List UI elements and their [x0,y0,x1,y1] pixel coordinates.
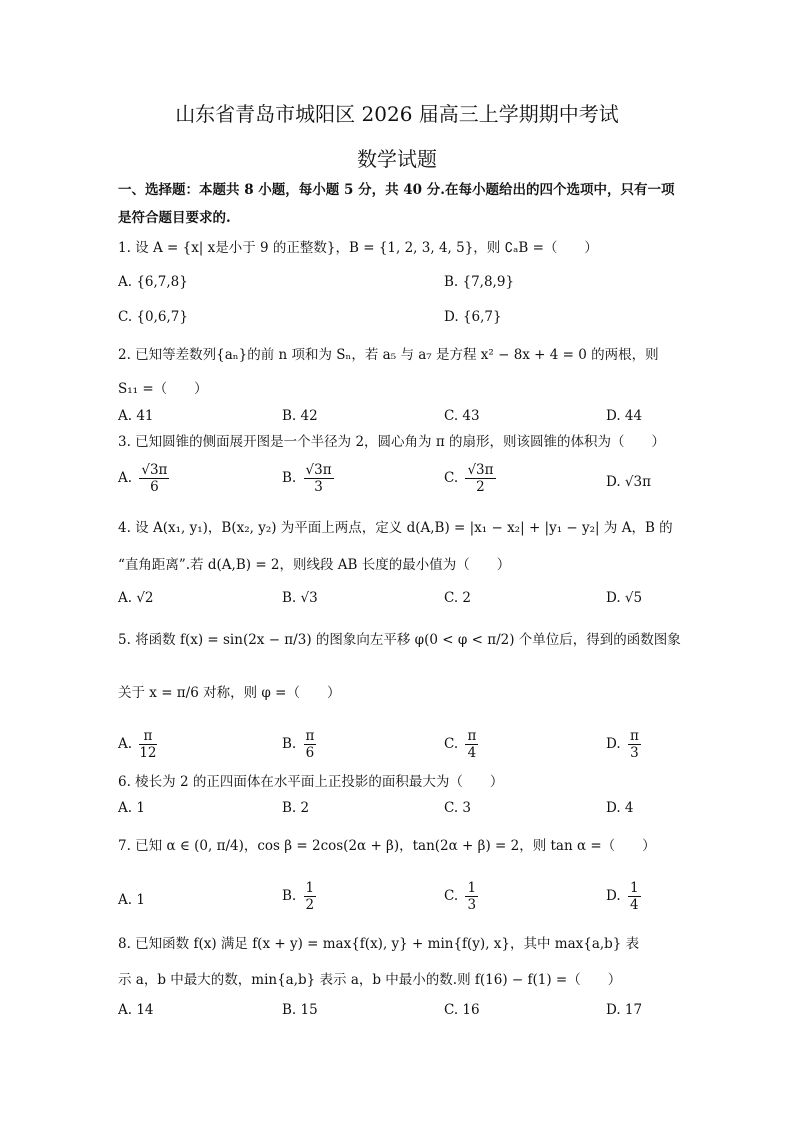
q6-option-b: B. 2 [282,800,310,816]
q5-option-c: C. $\frac{\pi}{4}$ [444,728,477,761]
q4-option-b: B. √3 [282,590,318,606]
exam-subtitle: 数学试题 [357,147,437,171]
q3-option-a: A. $\frac{√3\pi}{6}$ [118,462,168,495]
question-3: 3. 已知圆锥的侧面展开图是一个半径为 2，圆心角为 π 的扇形，则该圆锥的体积为（ ） [118,434,666,450]
q1-option-a: A. {6,7,8} [118,274,188,290]
q5-option-a: A. $\frac{\pi}{12}$ [118,728,157,761]
q8-option-c: C. 16 [444,1002,480,1018]
q7-option-a: A. 1 [118,892,145,908]
q3-option-c: C. $\frac{√3\pi}{2}$ [444,462,494,495]
q4-option-d: D. √5 [606,590,643,606]
question-1: 1. 设 A = {x| x是小于 9 的正整数}，B = {1, 2, 3, 4, 5}，则 ∁ₐB =（ ） [118,240,598,256]
q2-option-c: C. 43 [444,408,480,424]
q2-option-a: A. 41 [118,408,154,424]
q7-option-c: C. $\frac{1}{3}$ [444,880,477,913]
q1-option-d: D. {6,7} [444,309,502,325]
q4-option-c: C. 2 [444,590,472,606]
question-8-cont: 示 a，b 中最大的数，min{a,b} 表示 a，b 中最小的数.则 f(16) − f(1) =（ ） [118,972,622,988]
q3-option-b: B. $\frac{√3\pi}{3}$ [282,462,332,495]
section-heading: 一、选择题：本题共 8 小题，每小题 5 分，共 40 分.在每小题给出的四个选项中，只有一项是符合题目要求的. [118,182,675,226]
question-6: 6. 棱长为 2 的正四面体在水平面上正投影的面积最大为（ ） [118,774,504,790]
q2-option-b: B. 42 [282,408,318,424]
question-5-cont: 关于 x = π/6 对称，则 φ =（ ） [118,685,341,701]
q1-option-b: B. {7,8,9} [444,274,515,290]
q6-option-a: A. 1 [118,800,145,816]
question-7: 7. 已知 α ∈ (0, π/4)，cos β = 2cos(2α + β)，tan(2α + β) = 2，则 tan α =（ ） [118,838,656,854]
exam-title: 山东省青岛市城阳区 2026 届高三上学期期中考试 [175,102,619,126]
q3-option-d: D. √3π [606,474,651,490]
q4-option-a: A. √2 [118,590,154,606]
q7-option-d: D. $\frac{1}{4}$ [606,880,639,913]
question-4-cont: “直角距离”.若 d(A,B) = 2，则线段 AB 长度的最小值为（ ） [118,557,511,573]
q1-option-c: C. {0,6,7} [118,309,188,325]
q8-option-b: B. 15 [282,1002,318,1018]
question-5: 5. 将函数 f(x) = sin(2x − π/3) 的图象向左平移 φ(0 < φ < π/2) 个单位后，得到的函数图象 [118,632,681,648]
q8-option-d: D. 17 [606,1002,643,1018]
q6-option-c: C. 3 [444,800,472,816]
q2-option-d: D. 44 [606,408,643,424]
q5-option-d: D. $\frac{\pi}{3}$ [606,728,639,761]
q7-option-b: B. $\frac{1}{2}$ [282,880,315,913]
question-2-cont: S₁₁ =（ ） [118,381,208,397]
q6-option-d: D. 4 [606,800,634,816]
question-8: 8. 已知函数 f(x) 满足 f(x + y) = max{f(x), y} + min{f(y), x}，其中 max{a,b} 表 [118,936,640,952]
question-4: 4. 设 A(x₁, y₁)，B(x₂, y₂) 为平面上两点，定义 d(A,B) = |x₁ − x₂| + |y₁ − y₂| 为 A，B 的 [118,520,673,536]
q5-option-b: B. $\frac{\pi}{6}$ [282,728,315,761]
question-2: 2. 已知等差数列{aₙ}的前 n 项和为 Sₙ，若 a₅ 与 a₇ 是方程 x² − 8x + 4 = 0 的两根，则 [118,347,659,363]
q8-option-a: A. 14 [118,1002,154,1018]
